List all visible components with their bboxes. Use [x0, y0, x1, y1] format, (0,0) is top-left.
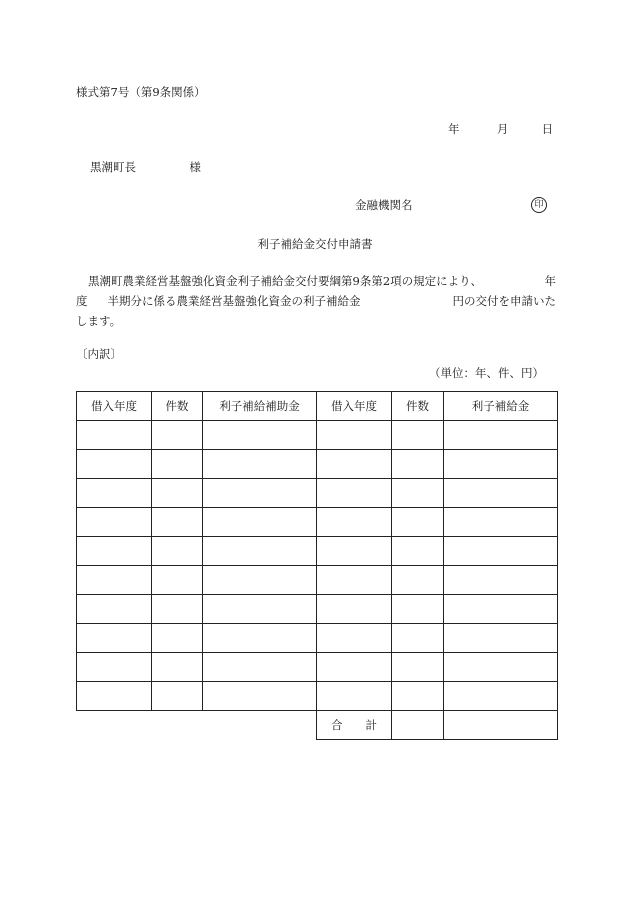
total-row: [77, 711, 558, 740]
table-cell[interactable]: [392, 682, 444, 711]
unit-note: （単位：年、件、円）: [429, 366, 544, 380]
date-line: [448, 124, 553, 136]
body-line-2-start: 度: [76, 294, 88, 308]
table-cell[interactable]: [444, 653, 558, 682]
table-cell[interactable]: [203, 682, 317, 711]
table-cell[interactable]: [203, 421, 317, 450]
table-cell[interactable]: [444, 595, 558, 624]
table-cell[interactable]: [77, 537, 152, 566]
table-row: [77, 595, 558, 624]
table-cell[interactable]: [317, 421, 392, 450]
form-number: 様式第7号（第9条関係）: [76, 85, 206, 99]
table-cell[interactable]: [152, 537, 203, 566]
table-cell[interactable]: [152, 508, 203, 537]
col-header-count-2: 件数: [392, 392, 444, 421]
table-cell[interactable]: [392, 421, 444, 450]
breakdown-label: 〔内訳〕: [76, 347, 122, 361]
table-cell[interactable]: [152, 653, 203, 682]
table-row: [77, 566, 558, 595]
date-month-label: 月: [496, 122, 509, 136]
table-cell[interactable]: [392, 566, 444, 595]
table-cell[interactable]: [317, 624, 392, 653]
table-cell[interactable]: [444, 508, 558, 537]
table-cell[interactable]: [203, 653, 317, 682]
table-cell[interactable]: [77, 508, 152, 537]
table-cell[interactable]: [203, 450, 317, 479]
col-header-loan-year-2: 借入年度: [317, 392, 392, 421]
table-cell[interactable]: [392, 653, 444, 682]
body-line-1-end: 年: [544, 274, 556, 288]
col-header-interest-subsidy: 利子補給補助金: [203, 392, 317, 421]
addressee-name: 黒潮町長: [90, 160, 136, 174]
table-cell[interactable]: [152, 450, 203, 479]
table-cell[interactable]: [152, 566, 203, 595]
table-cell[interactable]: [77, 421, 152, 450]
application-body: [76, 271, 556, 331]
table-cell[interactable]: [444, 479, 558, 508]
body-line-2-end: 円の交付を申請いた: [452, 294, 556, 308]
table-cell[interactable]: [152, 682, 203, 711]
table-cell[interactable]: [317, 653, 392, 682]
table-row: [77, 508, 558, 537]
date-year-label: 年: [448, 122, 460, 136]
table-cell[interactable]: [317, 566, 392, 595]
table-cell[interactable]: [152, 624, 203, 653]
table-cell[interactable]: [203, 566, 317, 595]
table-cell[interactable]: [392, 508, 444, 537]
table-header-row: [77, 392, 558, 421]
total-label: 合 計: [317, 711, 392, 740]
table-cell[interactable]: [77, 653, 152, 682]
table-cell[interactable]: [77, 479, 152, 508]
table-cell[interactable]: [444, 450, 558, 479]
table-row: [77, 682, 558, 711]
table-cell[interactable]: [444, 537, 558, 566]
table-cell[interactable]: [77, 566, 152, 595]
table-cell[interactable]: [203, 479, 317, 508]
body-line-2: [76, 291, 556, 311]
table-body: [77, 421, 558, 740]
table-cell[interactable]: [77, 624, 152, 653]
total-amount-cell[interactable]: [444, 711, 558, 740]
table-cell[interactable]: [392, 624, 444, 653]
body-line-1-text: 黒潮町農業経営基盤強化資金利子補給金交付要綱第9条第2項の規定により、: [88, 274, 483, 288]
table-row: [77, 421, 558, 450]
addressee: [90, 162, 201, 174]
table-cell[interactable]: [152, 479, 203, 508]
table-cell[interactable]: [203, 624, 317, 653]
table-cell[interactable]: [77, 682, 152, 711]
total-row-spacer: [152, 711, 203, 740]
table-cell[interactable]: [77, 450, 152, 479]
document-title: 利子補給金交付申請書: [257, 237, 373, 251]
table-cell[interactable]: [77, 595, 152, 624]
table-cell[interactable]: [203, 595, 317, 624]
seal-mark: 印: [531, 197, 547, 213]
date-day-label: 日: [541, 122, 554, 136]
table-cell[interactable]: [317, 508, 392, 537]
table-cell[interactable]: [203, 508, 317, 537]
table-row: [77, 479, 558, 508]
table-cell[interactable]: [392, 479, 444, 508]
table-cell[interactable]: [444, 421, 558, 450]
table-cell[interactable]: [203, 537, 317, 566]
table-cell[interactable]: [317, 479, 392, 508]
total-row-spacer: [203, 711, 317, 740]
col-header-interest-payment: 利子補給金: [444, 392, 558, 421]
body-line-3: [76, 311, 556, 331]
table-cell[interactable]: [317, 537, 392, 566]
body-line-1: [76, 271, 556, 291]
table-cell[interactable]: [392, 537, 444, 566]
institution-label: 金融機関名: [355, 198, 413, 212]
body-line-3-text: します。: [76, 314, 122, 328]
col-header-count: 件数: [152, 392, 203, 421]
table-cell[interactable]: [444, 682, 558, 711]
table-cell[interactable]: [317, 595, 392, 624]
table-cell[interactable]: [317, 682, 392, 711]
table-row: [77, 624, 558, 653]
breakdown-table: [76, 391, 558, 740]
table-cell[interactable]: [392, 595, 444, 624]
body-line-2-text: 半期分に係る農業経営基盤強化資金の利子補給金: [107, 294, 361, 308]
table-row: [77, 653, 558, 682]
table-cell[interactable]: [444, 566, 558, 595]
total-count-cell[interactable]: [392, 711, 444, 740]
table-cell[interactable]: [317, 450, 392, 479]
table-cell[interactable]: [152, 421, 203, 450]
addressee-suffix: 様: [189, 160, 201, 174]
table-row: [77, 450, 558, 479]
table-cell[interactable]: [152, 595, 203, 624]
col-header-loan-year: 借入年度: [77, 392, 152, 421]
table-cell[interactable]: [392, 450, 444, 479]
total-row-spacer: [77, 711, 152, 740]
table-cell[interactable]: [444, 624, 558, 653]
table-row: [77, 537, 558, 566]
